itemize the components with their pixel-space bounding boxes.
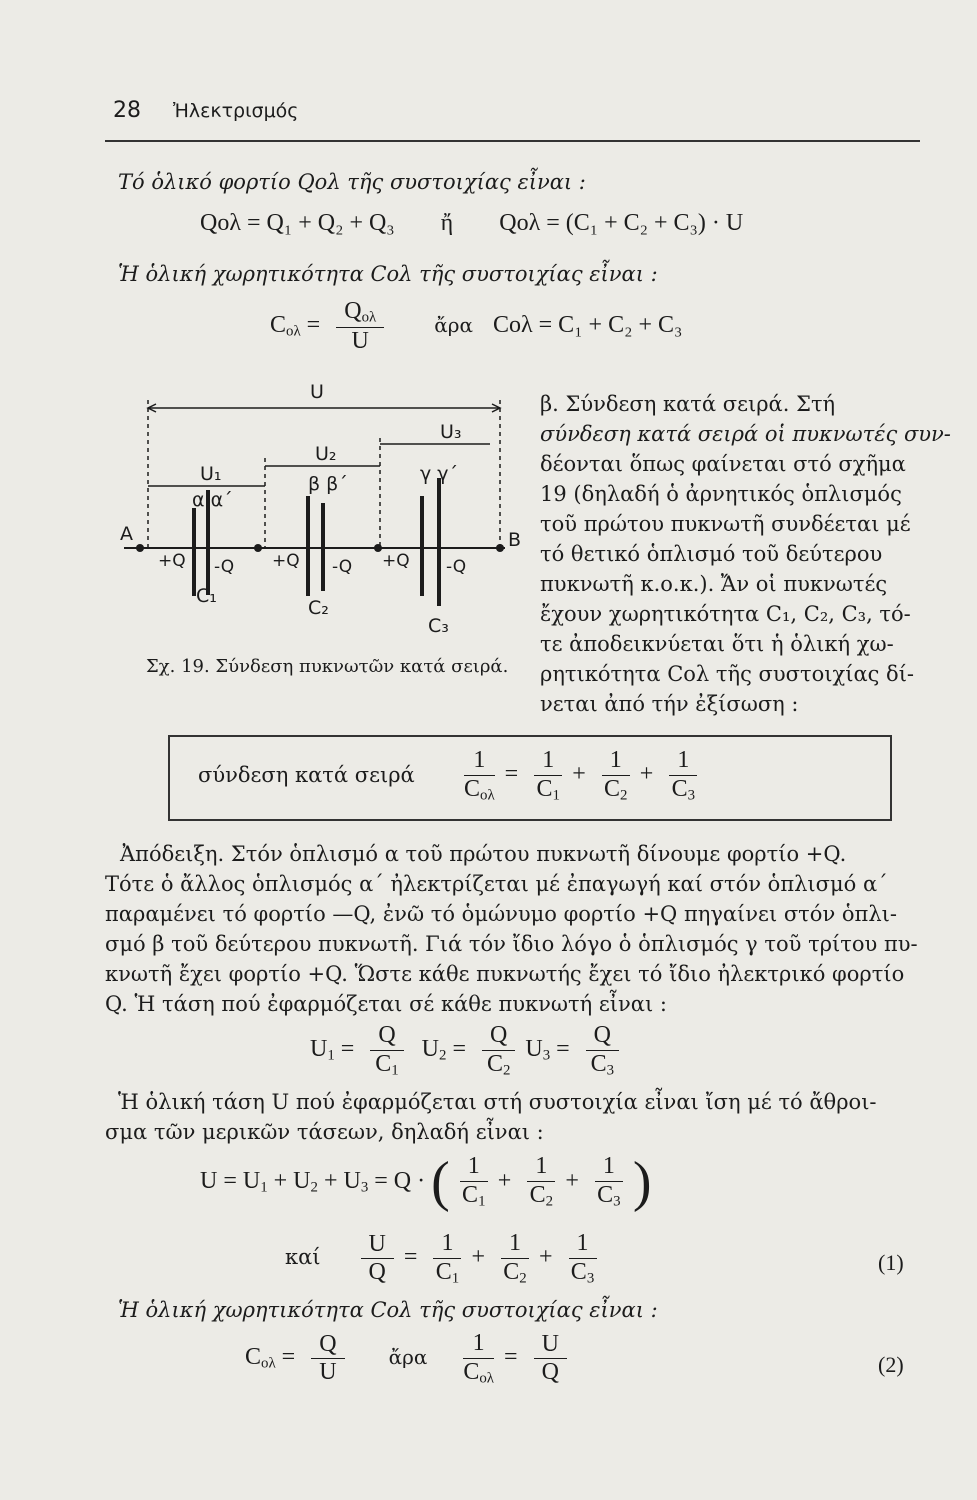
- text-line: πυκνωτῆ κ.ο.κ.). Ἄν οἱ πυκνωτές: [540, 572, 888, 596]
- equation-total-capacitance: $C_{o\lambda}$ = $\frac{Q_{o\lambda}}{U}$ ἄρα Cολ = C₁ + C₂ + C₃: [270, 298, 683, 354]
- text-line: σμα τῶν μερικῶν τάσεων, δηλαδή εἶναι :: [105, 1120, 544, 1144]
- text-line: δέονται ὅπως φαίνεται στό σχῆμα: [540, 452, 906, 476]
- series-formula-box: [168, 735, 892, 821]
- label-beta: β β΄: [308, 473, 348, 495]
- label-U: U: [310, 381, 324, 403]
- text-line: 19 (δηλαδή ὁ ἀρνητικός ὁπλισμός: [540, 482, 902, 506]
- label-A: A: [120, 523, 133, 545]
- text-line: παραμένει τό φορτίο —Q, ἐνῶ τό ὁμώνυμο φορτίο +Q πηγαίνει στόν ὁπλι-: [105, 902, 897, 926]
- equation-1: καί $\frac{U}{Q}$ = $\frac{1}{C_1}$ + $\frac{1}{C_2}$ + $\frac{1}{C_3}$: [285, 1230, 601, 1287]
- text-line: Τό ὁλικό φορτίο Qολ τῆς συστοιχίας εἶναι :: [118, 170, 586, 194]
- text-line: Q. Ἡ τάση πού ἐφαρμόζεται σέ κάθε πυκνωτή εἶναι :: [105, 992, 667, 1016]
- text-line: τό θετικό ὁπλισμό τοῦ δεύτερου: [540, 542, 883, 566]
- label-alpha: α α΄: [192, 489, 233, 511]
- equation-total-voltage: $U = U_1 + U_2 + U_3 = Q$ · ( $\frac{1}{C_1}$ + $\frac{1}{C_2}$ + $\frac{1}{C_3}$ ): [200, 1151, 652, 1213]
- text-line: νεται ἀπό τήν ἐξίσωση :: [540, 692, 799, 716]
- equation-2: $C_{o\lambda}$ = $\frac{Q}{U}$ ἄρα $\frac{1}{C_{o\lambda}}$ = $\frac{U}{Q}$: [245, 1330, 571, 1387]
- label-B: B: [508, 529, 522, 551]
- text-line: Ἡ ὁλική τάση U πού ἐφαρμόζεται στή συστοιχία εἶναι ἴση μέ τό ἄθροι-: [118, 1090, 877, 1114]
- label-plus-q3: +Q: [382, 551, 410, 571]
- label-U3: U₃: [440, 421, 462, 443]
- circuit-diagram: [110, 378, 525, 653]
- label-plus-q1: +Q: [158, 551, 186, 571]
- equation-number-2: (2): [878, 1352, 904, 1377]
- label-U2: U₂: [315, 443, 337, 465]
- text-line: τε ἀποδεικνύεται ὅτι ἡ ὁλική χω-: [540, 632, 894, 656]
- text-line: β. Σύνδεση κατά σειρά. Στή: [540, 392, 836, 416]
- label-minus-q2: -Q: [332, 557, 353, 577]
- label-minus-q1: -Q: [214, 557, 235, 577]
- page-number: 28: [113, 98, 141, 123]
- text-line: Ἡ ὁλική χωρητικότητα Cολ τῆς συστοιχίας εἶναι :: [118, 262, 658, 286]
- text-line: τοῦ πρώτου πυκνωτῆ συνδέεται μέ: [540, 512, 911, 536]
- box-label: σύνδεση κατά σειρά: [198, 763, 415, 787]
- label-gamma: γ γ΄: [420, 463, 459, 485]
- text-line: ρητικότητα Cολ τῆς συστοιχίας δί-: [540, 662, 915, 686]
- text-line: ἔχουν χωρητικότητα C₁, C₂, C₃, τό-: [540, 602, 911, 626]
- label-U1: U₁: [200, 463, 222, 485]
- label-C1: C₁: [196, 585, 217, 607]
- text-line: σύνδεση κατά σειρά οἱ πυκνωτές συν-: [540, 422, 951, 446]
- page-header: [105, 96, 920, 142]
- text-line: Ἡ ὁλική χωρητικότητα Cολ τῆς συστοιχίας εἶναι :: [118, 1298, 658, 1322]
- label-C2: C₂: [308, 597, 329, 619]
- label-plus-q2: +Q: [272, 551, 300, 571]
- text-line: Τότε ὁ ἄλλος ὁπλισμός α΄ ἠλεκτρίζεται μέ ἐπαγωγή καί στόν ὁπλισμό α΄: [105, 872, 888, 896]
- series-formula: $\frac{1}{C_{o\lambda}}$ = $\frac{1}{C_1}$ + $\frac{1}{C_2}$ + $\frac{1}{C_3}$: [460, 747, 701, 804]
- label-minus-q3: -Q: [446, 557, 467, 577]
- text-line: σμό β τοῦ δεύτερου πυκνωτῆ. Γιά τόν ἴδιο λόγο ὁ ὁπλισμός γ τοῦ τρίτου πυ-: [105, 932, 918, 956]
- equation-partial-voltages: $U_1$ = $\frac{Q}{C_1}$ $U_2$ = $\frac{Q}{C_2}$ $U_3$ = $\frac{Q}{C_3}$: [310, 1022, 623, 1079]
- figure-caption: Σχ. 19. Σύνδεση πυκνωτῶν κατά σειρά.: [146, 656, 509, 677]
- figure-series-capacitors: [110, 378, 525, 653]
- equation-total-charge: Qολ = Q₁ + Q₂ + Q₃ ἤ Qολ = (C₁ + C₂ + C₃) · U: [200, 210, 744, 236]
- equation-number-1: (1): [878, 1250, 904, 1275]
- text-line: κνωτῆ ἔχει φορτίο +Q. Ὥστε κάθε πυκνωτής ἔχει τό ἴδιο ἠλεκτρικό φορτίο: [105, 962, 905, 986]
- running-head: Ἠλεκτρισμός: [173, 100, 299, 122]
- text-line: Ἀπόδειξη. Στόν ὁπλισμό α τοῦ πρώτου πυκνωτῆ δίνουμε φορτίο +Q.: [120, 842, 847, 866]
- label-C3: C₃: [428, 615, 449, 637]
